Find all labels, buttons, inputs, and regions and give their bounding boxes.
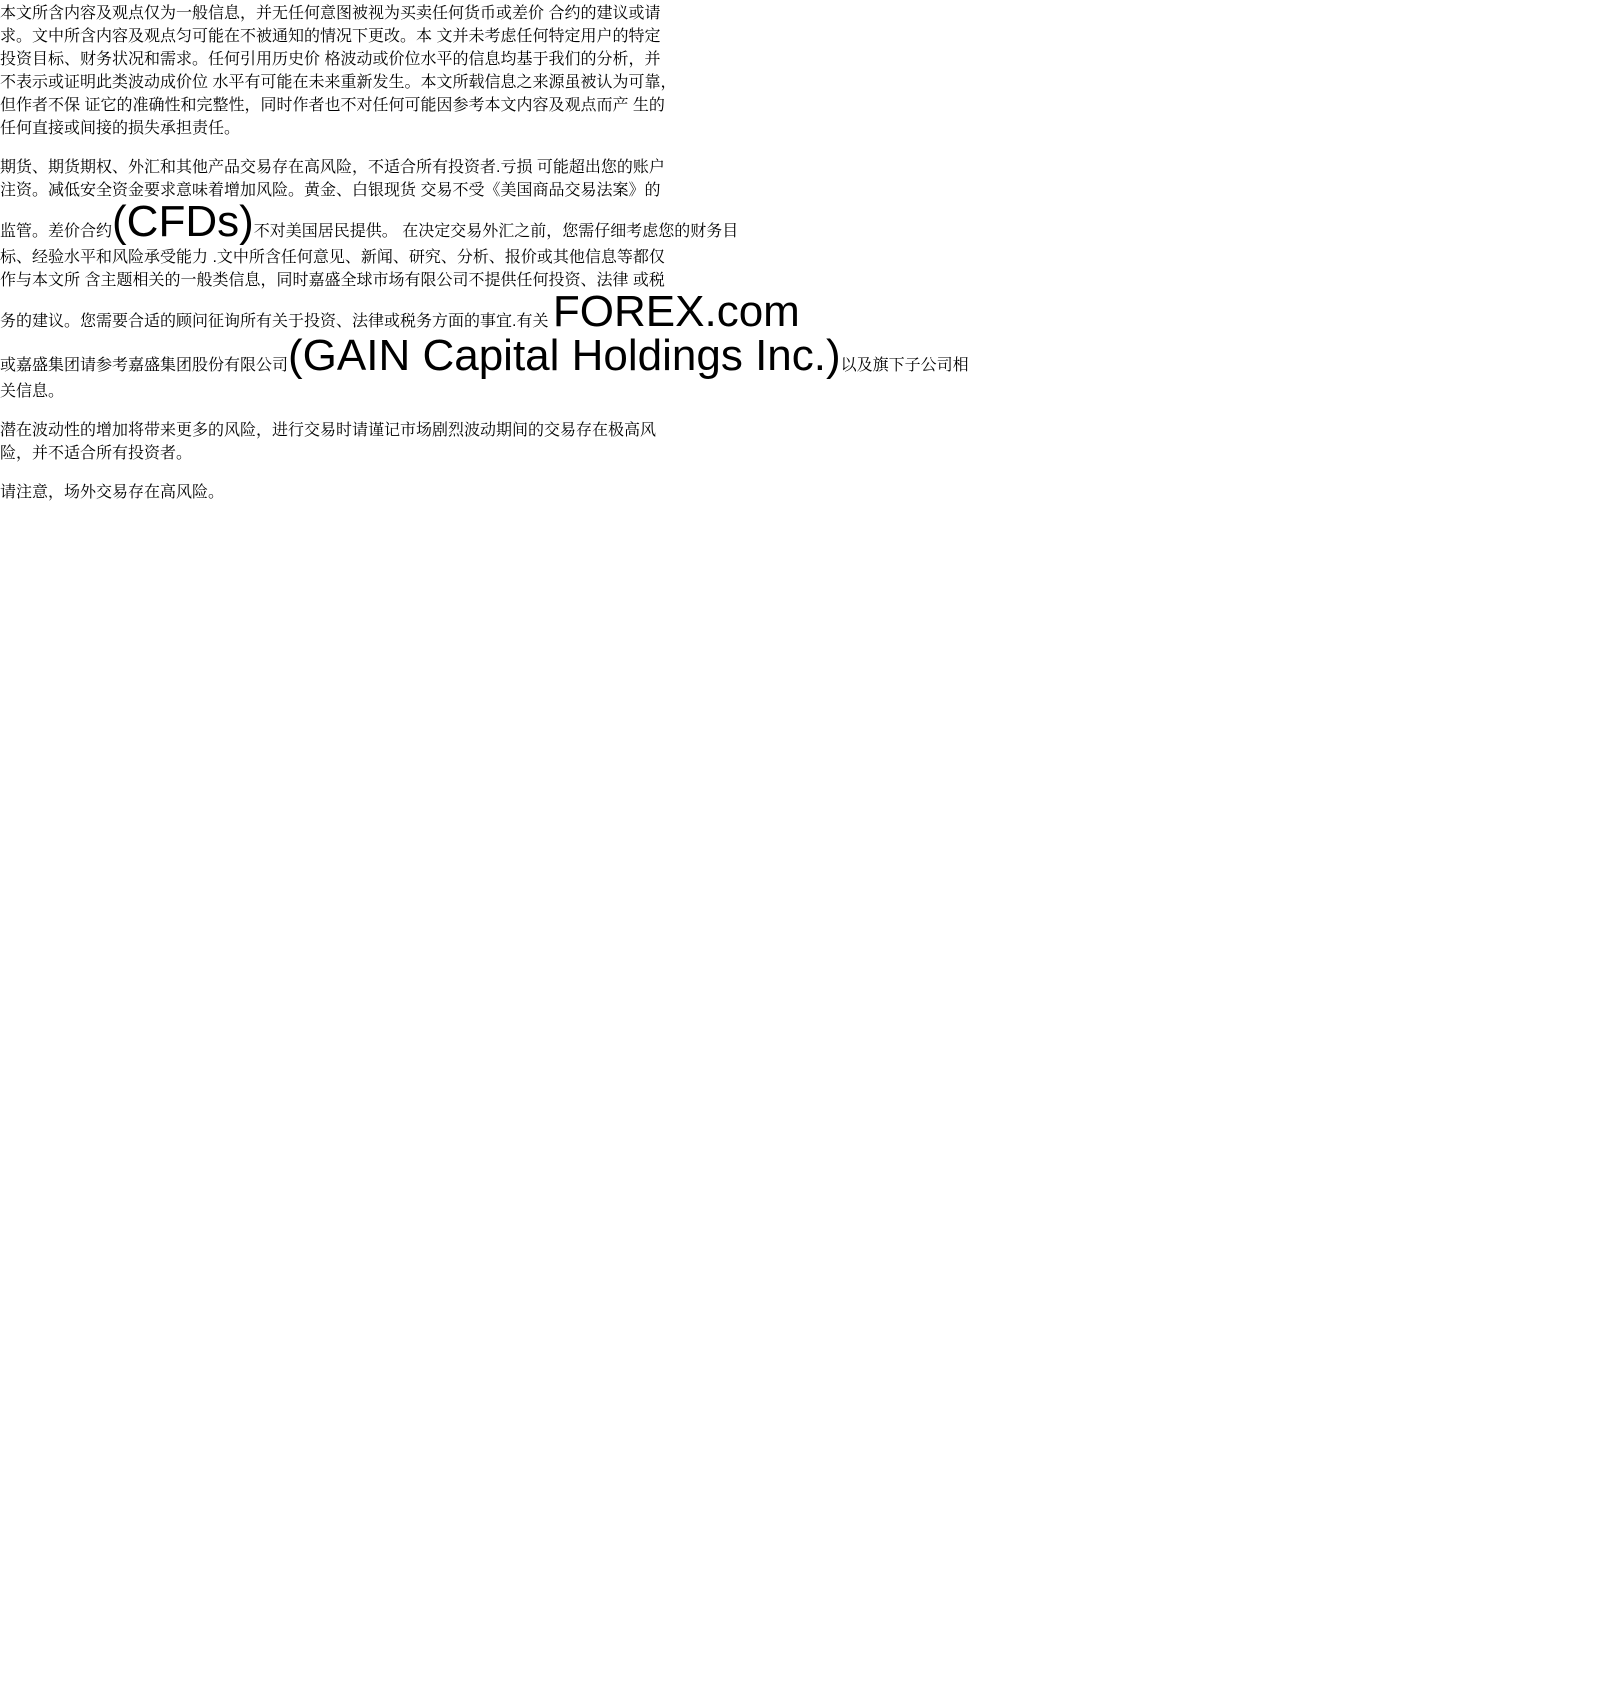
text-segment: 潜在波动性的增加将带来更多的风险，进行交易时请谨记市场剧烈波动期间的交易存在极高风 <box>0 422 657 439</box>
text-line <box>0 154 1624 177</box>
text-segment: 投资目标、财务状况和需求。任何引用历史价 格波动或价位水平的信息均基于我们的分析，并 <box>0 51 661 68</box>
text-line <box>0 479 1624 502</box>
text-segment: 不对美国居民提供。 在决定交易外汇之前，您需仔细考虑您的财务目 <box>253 223 739 240</box>
text-segment: 关信息。 <box>0 383 65 400</box>
text-segment: 注资。减低安全资金要求意味着增加风险。黄金、白银现货 交易不受《美国商品交易法案》的 <box>0 182 661 199</box>
text-segment: 期货、期货期权、外汇和其他产品交易存在高风险，不适合所有投资者.亏损 可能超出您的账户 <box>0 159 665 176</box>
text-segment-gain-capital: (GAIN Capital Holdings Inc.) <box>288 331 841 380</box>
text-segment: 或嘉盛集团请参考嘉盛集团股份有限公司 <box>0 357 289 374</box>
text-line <box>0 267 1624 290</box>
text-segment: 求。文中所含内容及观点匀可能在不被通知的情况下更改。本 文并未考虑任何特定用户的特定 <box>0 28 661 45</box>
text-segment: 任何直接或间接的损失承担责任。 <box>0 120 241 137</box>
text-line <box>0 197 1624 246</box>
text-segment: 标、经验水平和风险承受能力 .文中所含任何意见、新闻、研究、分析、报价或其他信息等都仅 <box>0 249 665 266</box>
text-line <box>0 23 1624 46</box>
text-line <box>0 0 1624 23</box>
text-line <box>0 378 1624 401</box>
text-segment: 但作者不保 证它的准确性和完整性，同时作者也不对任何可能因参考本文内容及观点而产 生的 <box>0 97 665 114</box>
text-line <box>0 440 1624 463</box>
text-segment: 险，并不适合所有投资者。 <box>0 445 193 462</box>
text-segment: 本文所含内容及观点仅为一般信息，并无任何意图被视为买卖任何货币或差价 合约的建议或请 <box>0 5 661 22</box>
text-segment: 监管。差价合约 <box>0 223 113 240</box>
text-line <box>0 331 1624 380</box>
text-line <box>0 92 1624 115</box>
text-line <box>0 244 1624 267</box>
text-line <box>0 46 1624 69</box>
text-line <box>0 115 1624 138</box>
text-line <box>0 287 1624 336</box>
text-line <box>0 417 1624 440</box>
text-segment-cfds: (CFDs) <box>112 197 254 246</box>
text-segment-forex-brand: FOREX.com <box>552 287 800 336</box>
text-segment: 作与本文所 含主题相关的一般类信息，同时嘉盛全球市场有限公司不提供任何投资、法律 或税 <box>0 272 665 289</box>
text-segment: 务的建议。您需要合适的顾问征询所有关于投资、法律或税务方面的事宜.有关 <box>0 313 553 330</box>
text-segment: 不表示或证明此类波动成价位 水平有可能在未来重新发生。本文所载信息之来源虽被认为可靠， <box>0 74 677 91</box>
text-segment: 请注意，场外交易存在高风险。 <box>0 484 225 501</box>
text-line <box>0 69 1624 92</box>
text-segment: 以及旗下子公司相 <box>840 357 969 374</box>
